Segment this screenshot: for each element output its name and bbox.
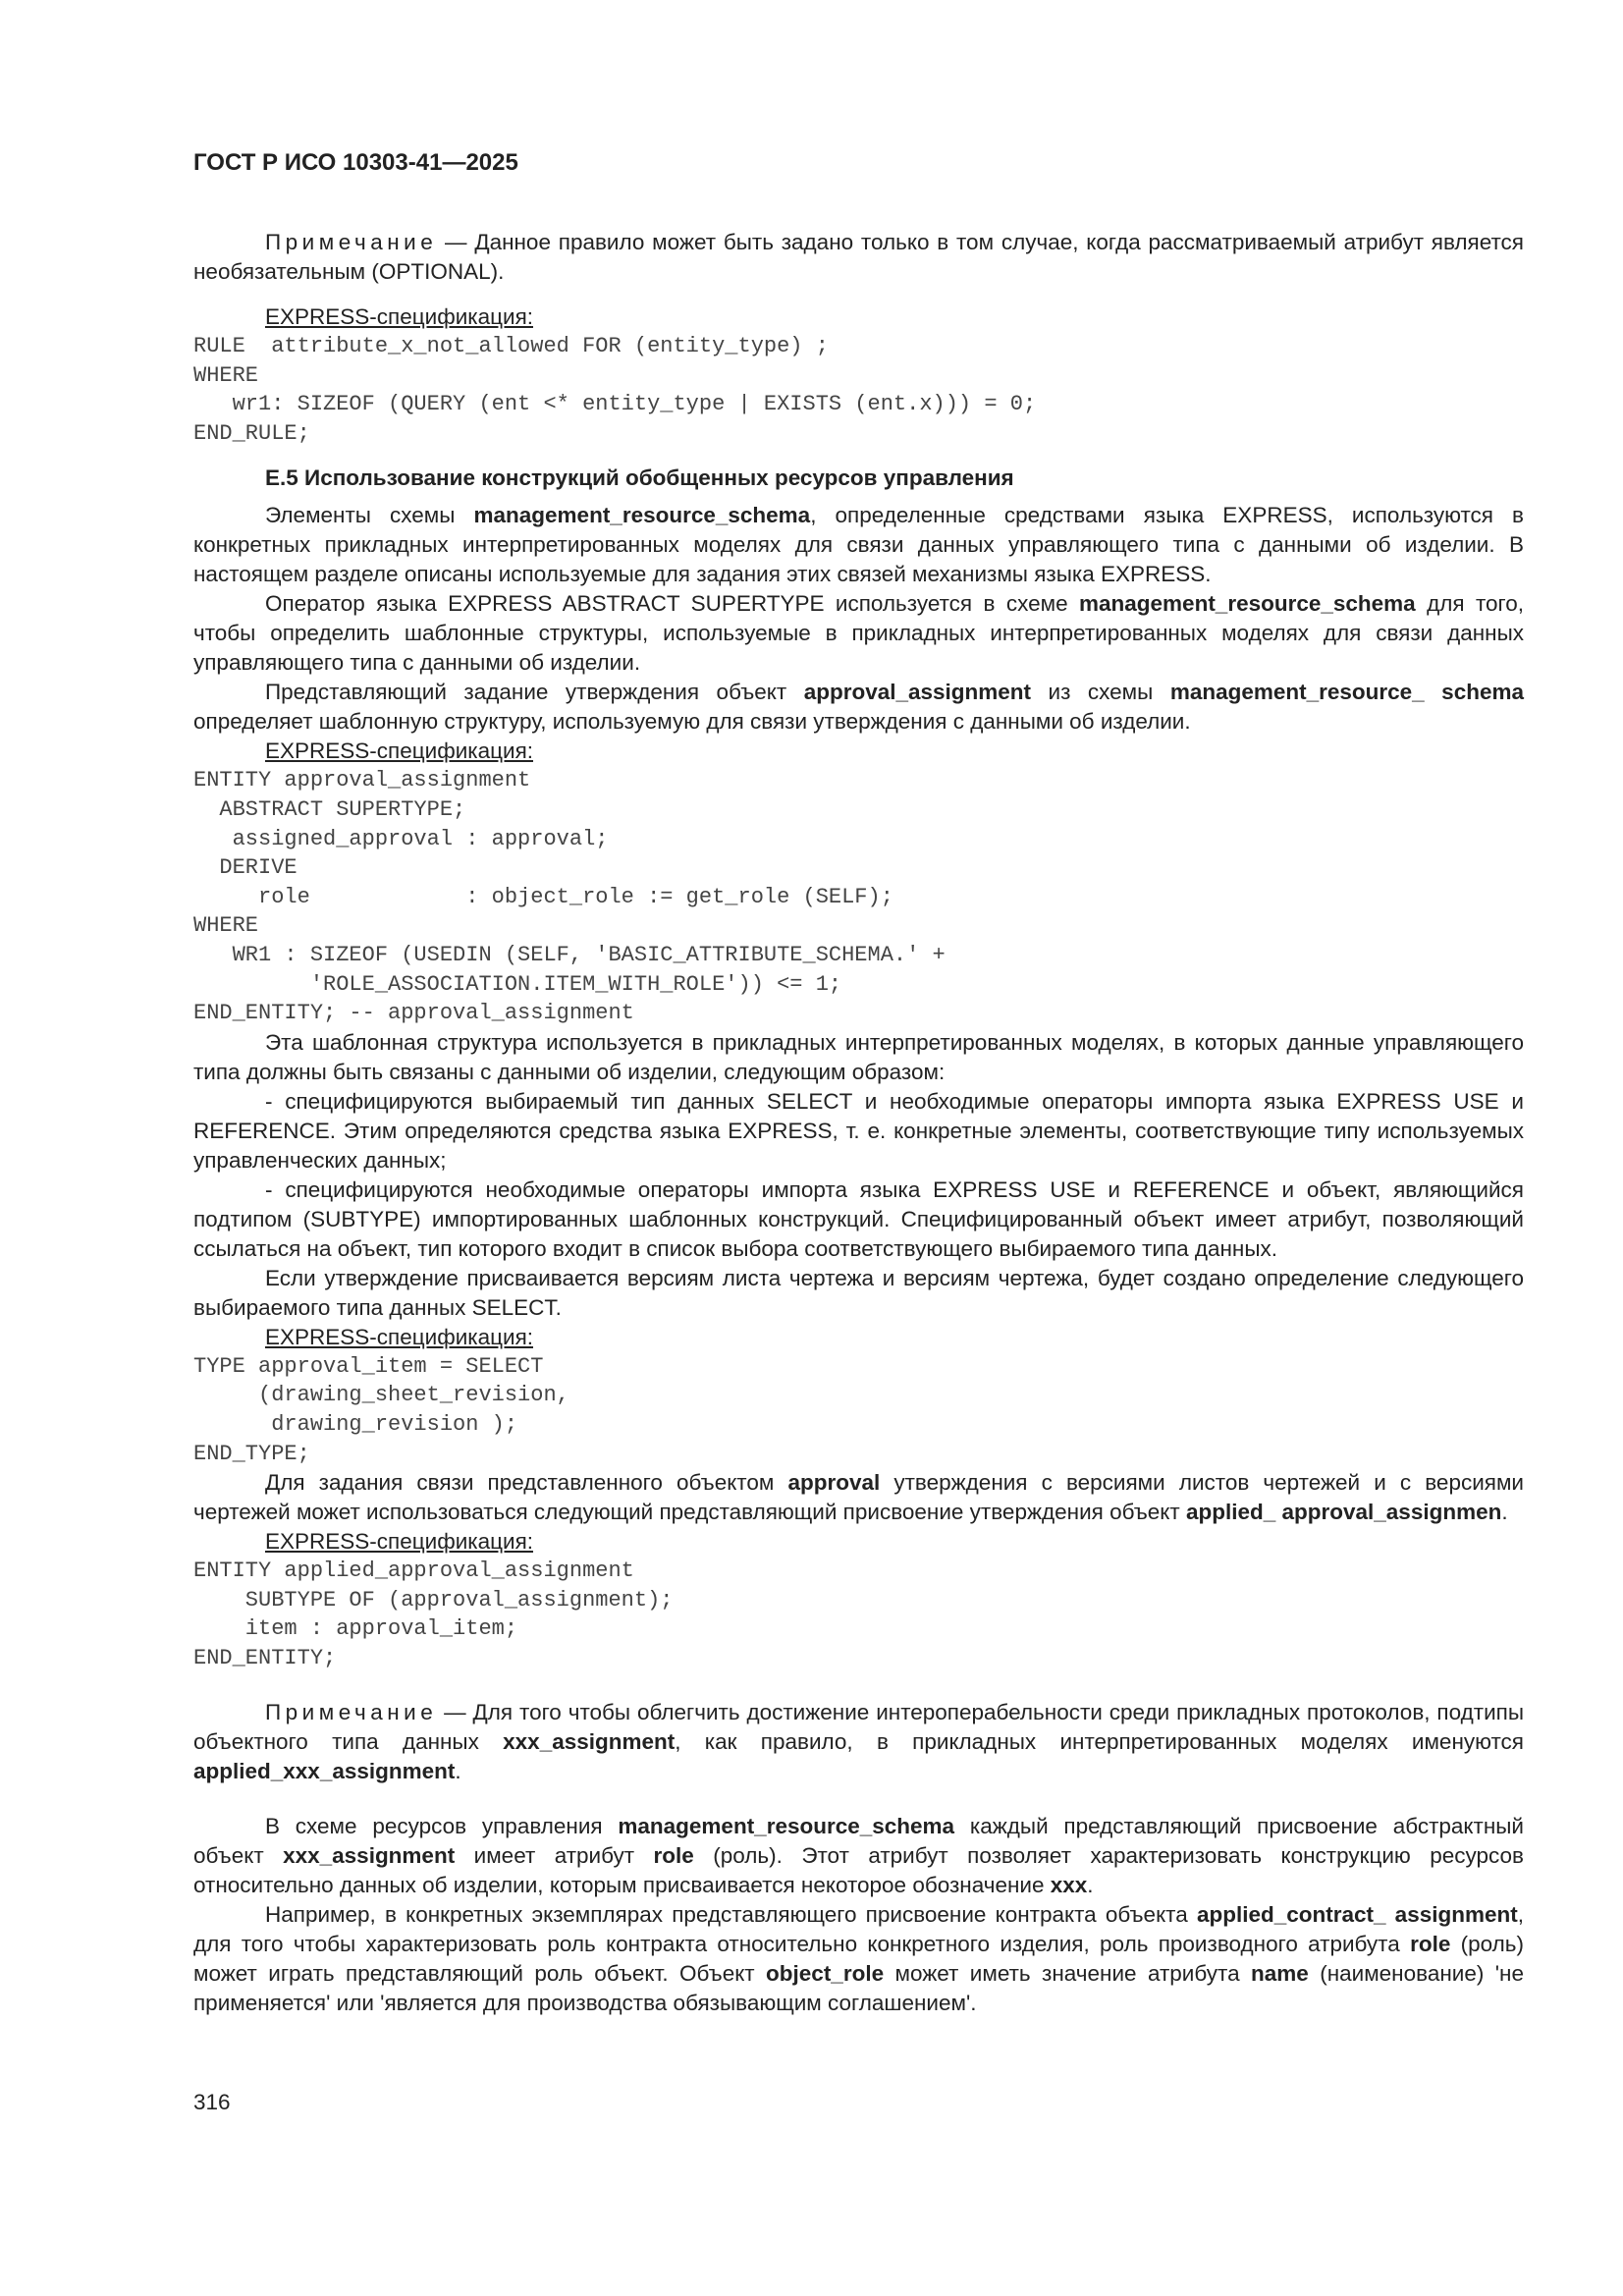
express-label-2: EXPRESS-спецификация: <box>265 738 534 764</box>
page-number: 316 <box>193 2090 231 2114</box>
paragraph-5: - специфицируются выбираемый тип данных SELECT и необходимые операторы импорта языка EXPRESS USE и REFERENCE. Этим определяются средства языка EXPRESS, т. е. конкретные элементы, соответствующие типу используемых управленческих данных; <box>193 1088 1524 1173</box>
code-block-applied-approval-assignment: ENTITY applied_approval_assignment SUBTYPE OF (approval_assignment); item : approval_item; END_ENTITY; <box>193 1558 674 1670</box>
paragraph-1: Элементы схемы management_resource_schema, определенные средствами языка EXPRESS, используются в конкретных прикладных интерпретированных моделях для связи данных управляющего типа с данными об изделии. В настоящем разделе описаны используемые для задания этих связей механизмы языка EXPRESS. <box>193 503 1525 587</box>
section-title: E.5 Использование конструкций обобщенных ресурсов управления <box>265 465 1014 491</box>
note-2: Примечание — Для того чтобы облегчить достижение интероперабельности среди прикладных протоколов, подтипы объектного типа данных xxx_assignment, как правило, в прикладных интерпретированных моделях именуются applied_xxx_assignment. <box>193 1700 1524 1784</box>
code-block-rule: RULE attribute_x_not_allowed FOR (entity_type) ; WHERE wr1: SIZEOF (QUERY (ent <* entity_type | EXISTS (ent.x))) = 0; END_RULE; <box>193 334 1037 446</box>
note-label: Примечание <box>265 230 438 254</box>
paragraph-8: Для задания связи представленного объектом approval утверждения с версиями листов чертежей и с версиями чертежей может использоваться следующий представляющий присвоение утверждения объект applied_ approval_assignmen. <box>193 1470 1525 1525</box>
note-1: Примечание — Данное правило может быть задано только в том случае, когда рассматриваемый атрибут является необязательным (OPTIONAL). <box>193 230 1524 284</box>
paragraph-6: - специфицируются необходимые операторы импорта языка EXPRESS USE и REFERENCE и объект, являющийся подтипом (SUBTYPE) импортированных шаблонных конструкций. Специфицированный объект имеет атрибут, позволяющий ссылаться на объект, тип которого входит в список выбора соответствующего выбираемого типа данных. <box>193 1176 1524 1261</box>
paragraph-10: Например, в конкретных экземплярах представляющего присвоение контракта объекта applied_contract_ assignment, для того чтобы характеризовать роль контракта относительно конкретного изделия, роль производного атрибута role (роль) может играть представляющий роль объект. Объект object_role может иметь значение атрибута name (наименование) 'не применяется' или 'является для производства обязывающим соглашением'. <box>193 1902 1524 2016</box>
express-label-4: EXPRESS-спецификация: <box>265 1529 534 1555</box>
paragraph-3: Представляющий задание утверждения объект approval_assignment из схемы management_resource_ schema определяет шаблонную структуру, используемую для связи утверждения с данными об изделии. <box>193 680 1524 735</box>
page-content <box>193 228 1524 2018</box>
paragraph-7: Если утверждение присваивается версиям листа чертежа и версиям чертежа, будет создано определение следующего выбираемого типа данных SELECT. <box>193 1265 1524 1320</box>
paragraph-2: Оператор языка EXPRESS ABSTRACT SUPERTYPE используется в схеме management_resource_schema для того, чтобы определить шаблонные структуры, используемые в прикладных интерпретированных моделях для связи данных управляющего типа с данными об изделии. <box>193 591 1524 676</box>
code-block-approval-assignment: ENTITY approval_assignment ABSTRACT SUPERTYPE; assigned_approval : approval; DERIVE role : object_role := get_role (SELF); WHERE WR1 : SIZEOF (USEDIN (SELF, 'BASIC_ATTRIBUTE_SCHEMA.' + 'ROLE_ASSOCIATION.ITEM_WITH_ROLE')) <= 1; END_ENTITY; -- approval_assignment <box>193 768 946 1026</box>
express-label-3: EXPRESS-спецификация: <box>265 1324 534 1349</box>
document-header: ГОСТ Р ИСО 10303-41—2025 <box>193 149 518 176</box>
paragraph-4: Эта шаблонная структура используется в прикладных интерпретированных моделях, в которых данные управляющего типа должны быть связаны с данными об изделии, следующим образом: <box>193 1029 1524 1084</box>
express-label-1: EXPRESS-спецификация: <box>265 304 534 329</box>
code-block-approval-item: TYPE approval_item = SELECT (drawing_sheet_revision, drawing_revision ); END_TYPE; <box>193 1353 569 1466</box>
paragraph-9: В схеме ресурсов управления management_resource_schema каждый представляющий присвоение абстрактный объект xxx_assignment имеет атрибут role (роль). Этот атрибут позволяет характеризовать конструкцию ресурсов относительно данных об изделии, которым присваивается некоторое обозначение xxx. <box>193 1814 1524 1898</box>
